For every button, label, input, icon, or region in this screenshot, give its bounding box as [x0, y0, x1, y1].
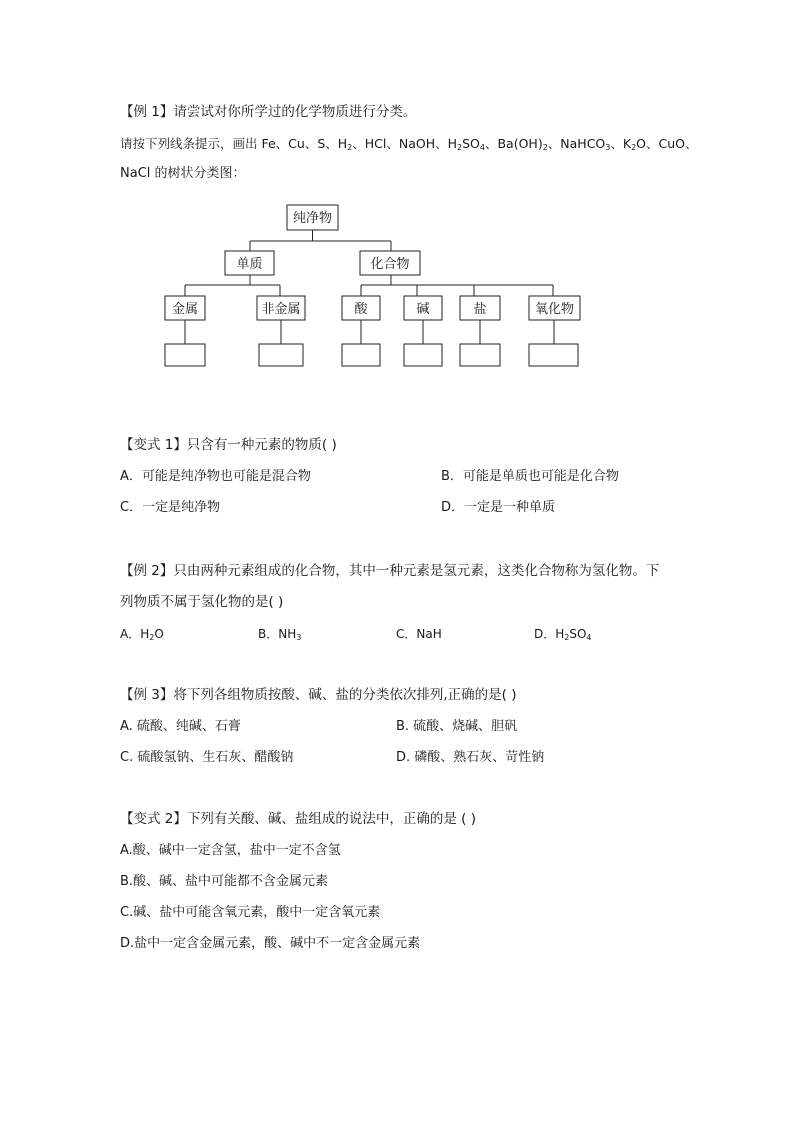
example2-option-c: C．NaH — [396, 627, 442, 641]
example1-title: 【例 1】请尝试对你所学过的化学物质进行分类。 — [120, 104, 417, 120]
tree-leaf-base: 碱 — [416, 302, 430, 317]
variant1-option-c: C．一定是纯净物 — [120, 500, 221, 515]
answer-box-oxide — [529, 344, 578, 366]
tree-right-label: 化合物 — [370, 257, 410, 272]
example2-option-b: B．$NH_3$ — [258, 627, 302, 642]
tree-leaf-oxide: 氧化物 — [534, 302, 575, 317]
tree-leaf-nonmetal: 非金属 — [261, 302, 301, 317]
example3-option-a: A. 硫酸、纯碱、石膏 — [120, 719, 241, 734]
example2-line1: 【例 2】只由两种元素组成的化合物，其中一种元素是氢元素，这类化合物称为氢化物。下 — [120, 563, 660, 579]
example1-intro-line1: 请按下列线条提示，画出 Fe、Cu、S、$H_2$、HCl、NaOH、$H_2SO_4$、$Ba(OH)_2$、NaHCO$_3$、$K_2O$、CuO、 — [120, 136, 698, 152]
answer-box-acid — [342, 344, 380, 366]
example3-option-c: C. 硫酸氢钠、生石灰、醋酸钠 — [120, 750, 294, 765]
variant1-option-a: A．可能是纯净物也可能是混合物 — [120, 469, 311, 484]
example1-intro-line2: NaCl 的树状分类图： — [120, 166, 246, 181]
variant1-option-b: B．可能是单质也可能是化合物 — [441, 469, 619, 484]
tree-leaf-metal: 金属 — [171, 302, 199, 317]
answer-box-base — [404, 344, 442, 366]
answer-box-nonmetal — [259, 344, 303, 366]
variant2-option-c: C.碱、盐中可能含氧元素，酸中一定含氧元素 — [120, 905, 381, 920]
example2-option-a: A．$H_2O$ — [120, 627, 164, 642]
example2-line2: 列物质不属于氢化物的是( ) — [120, 594, 284, 610]
example2-option-d: D．$H_2SO_4$ — [534, 627, 592, 642]
example3-option-d: D. 磷酸、熟石灰、苛性钠 — [396, 750, 545, 765]
example3-option-b: B. 硫酸、烧碱、胆矾 — [396, 719, 518, 734]
variant2-option-a: A.酸、碱中一定含氢，盐中一定不含氢 — [120, 843, 341, 858]
answer-box-salt — [460, 344, 500, 366]
tree-root-label: 纯净物 — [292, 211, 333, 226]
example3-question: 【例 3】将下列各组物质按酸、碱、盐的分类依次排列,正确的是( ) — [120, 687, 517, 703]
variant1-question: 【变式 1】只含有一种元素的物质( ) — [120, 437, 337, 453]
tree-leaf-acid: 酸 — [354, 302, 368, 317]
variant2-question: 【变式 2】下列有关酸、碱、盐组成的说法中，正确的是 ( ) — [120, 811, 476, 827]
tree-leaf-salt: 盐 — [473, 302, 487, 317]
answer-box-metal — [165, 344, 205, 366]
tree-left-label: 单质 — [236, 257, 263, 272]
variant2-option-b: B.酸、碱、盐中可能都不含金属元素 — [120, 874, 329, 889]
classification-tree — [150, 196, 600, 376]
variant2-option-d: D.盐中一定含金属元素，酸、碱中不一定含金属元素 — [120, 936, 421, 951]
variant1-option-d: D．一定是一种单质 — [441, 500, 556, 515]
